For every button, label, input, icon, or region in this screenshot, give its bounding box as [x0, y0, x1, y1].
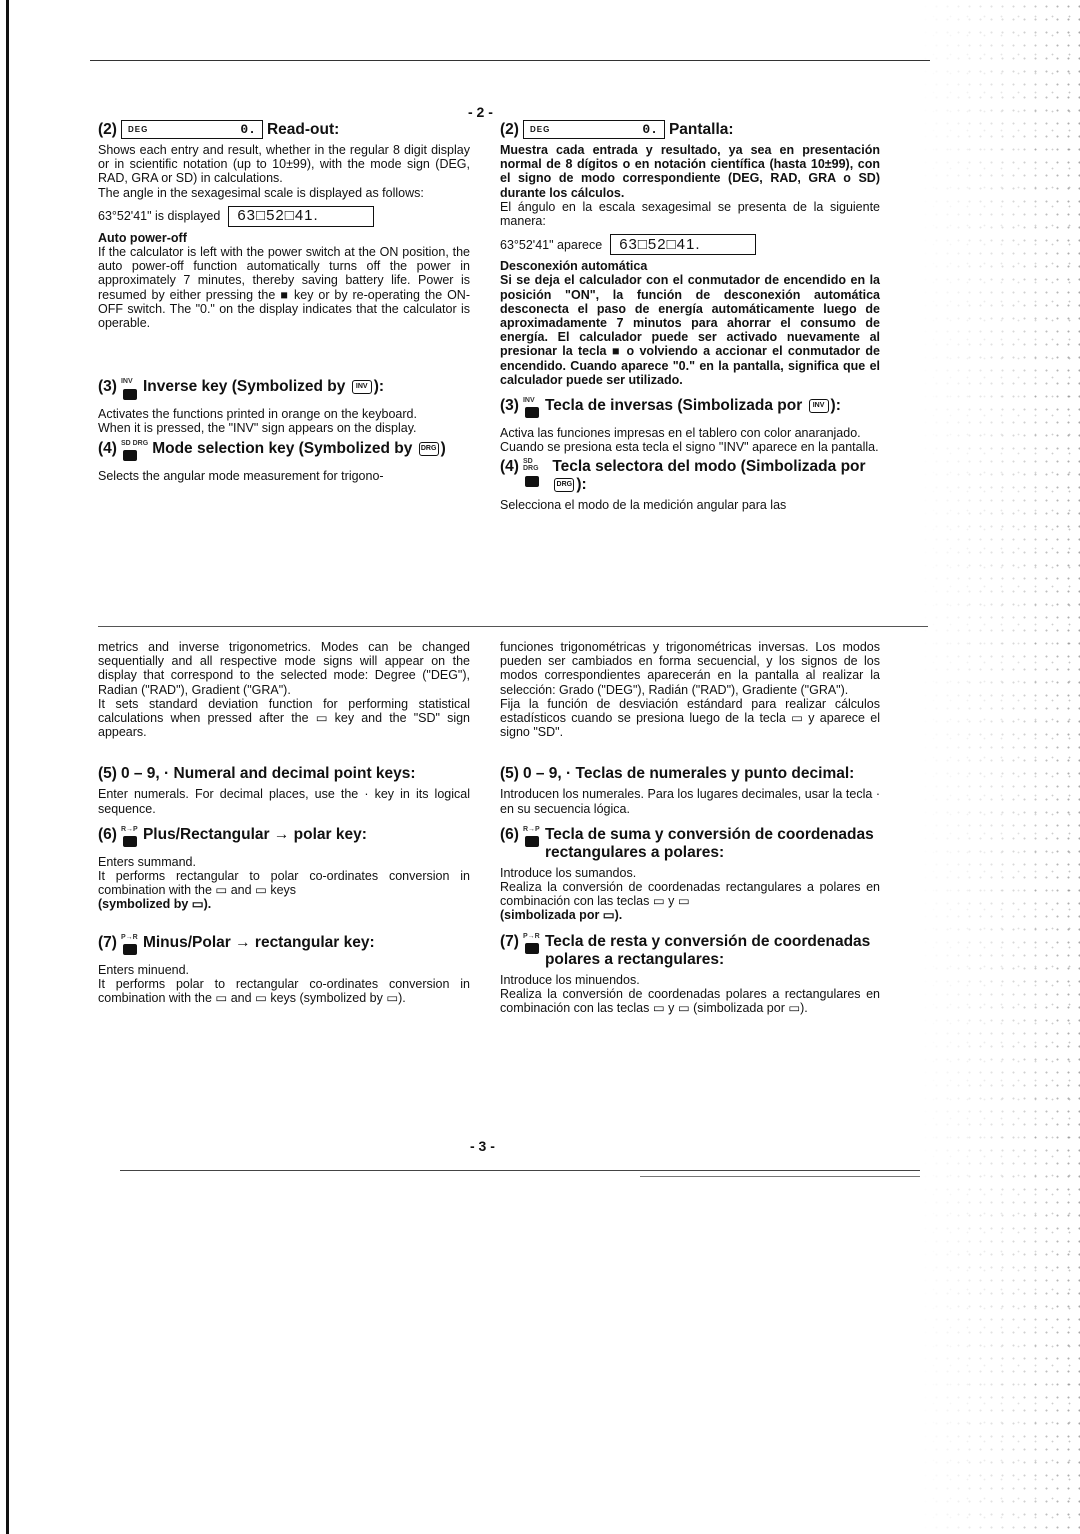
right-s7-num: (7)	[500, 932, 519, 950]
r-p-tag: R→P	[120, 825, 138, 833]
drg-key-icon: DRG	[419, 442, 439, 456]
left-s4-p1: Selects the angular mode measurement for trigono-	[98, 468, 384, 483]
left-lcd-display	[121, 120, 263, 139]
lcd-value: 0.	[642, 121, 658, 137]
inverse-key-icon	[123, 389, 137, 400]
left-column	[98, 116, 470, 483]
left-s7-title: Minus/Polar → rectangular key:	[142, 933, 375, 951]
drg-key-icon: DRG	[554, 478, 574, 492]
right-s7-heading	[500, 933, 880, 969]
right-s5-p1: Introducen los numerales. Para los lugares decimales, usar la tecla · en su secuencia lógica.	[500, 787, 880, 816]
inv-tag: INV	[120, 378, 133, 386]
right-auto-title: Desconexión automática	[500, 259, 648, 274]
left-s2-title: Read-out:	[266, 120, 340, 138]
right-s4-num: (4)	[500, 458, 519, 476]
left-s4-p3: It sets standard deviation function for performing statistical calculations when pressed after the ▭ key and the "SD" sign appears.	[98, 696, 470, 740]
left-s3-title-end: ):	[373, 378, 385, 396]
left-s7-heading	[98, 934, 470, 959]
right-s5-heading	[500, 765, 880, 783]
right-s2-p2: El ángulo en la escala sexagesimal se presenta de la siguiente manera:	[500, 199, 880, 229]
right-s6-p3: (simbolizada por ▭).	[500, 908, 623, 923]
right-auto-text: Si se deja el calculador con el conmutador de encendido en la posición "ON", la función de desconexión automática desconecta el paso de energía automáticamente luego de aproximadamente 7 minutos para ahorrar el consumo de energía. El calculador puede ser activado nuevamente al presionar la tecla ■ o volviendo a accionar el conmutador de encendido. Cuando aparece "0." en la pantalla, significa que el calculador puede ser utilizado.	[500, 273, 880, 387]
left-auto-text: If the calculator is left with the power switch at the ON position, the auto power-off function automatically turns off the power in approximately 7 minutes, thereby saving battery life. Power is resumed by either pressing the ■ key or by re-operating the ON-OFF switch. The "0." on the display indicates that the calculator is operable.	[98, 245, 470, 331]
left-s6-heading	[98, 826, 470, 851]
left-s4-p2: metrics and inverse trigonometrics. Modes can be changed sequentially and all respective mode signs will appear on the display that correspond to the selected mode: Degree ("DEG"), Radian ("RAD"), Gradient ("GRA").	[98, 640, 470, 697]
right-s3-title-end: ):	[830, 397, 841, 415]
right-s4-title: Tecla selectora del modo (Simbolizada por	[552, 458, 866, 476]
left-s4-heading	[98, 440, 470, 465]
left-s2-num: (2)	[98, 120, 117, 138]
left-s6-p3: (symbolized by ▭).	[98, 897, 212, 912]
right-s2-heading	[500, 120, 880, 139]
left-s3-heading	[98, 378, 470, 403]
right-s3-p1: Activa las funciones impresas en el tablero con color anaranjado.	[500, 426, 861, 441]
right-s2-p1: Muestra cada entrada y resultado, ya sea en presentación normal de 8 dígitos o en notación científica (hasta 10±99), con el signo de modo correspondiente (DEG, RAD, GRA o SD) durante los cálculos.	[500, 143, 880, 200]
left-column-lower	[98, 640, 470, 1005]
right-s6-p1: Introduce los sumandos.	[500, 865, 637, 880]
left-s2-p1: Shows each entry and result, whether in the regular 8 digit display or in scientific notation (up to 10±99), with the mode sign (DEG, RAD, GRA or SD) in calculations.	[98, 143, 470, 186]
right-s3-num: (3)	[500, 397, 519, 415]
inverse-key-icon	[525, 407, 539, 418]
right-s4-title-end: ):	[576, 476, 587, 494]
left-s7-p1: Enters minuend.	[98, 962, 190, 977]
right-s2-title: Pantalla:	[668, 120, 734, 138]
inv-key-icon: INV	[809, 399, 829, 413]
right-s7-p2: Realiza la conversión de coordenadas polares a rectangulares en combinación con las teclas ▭ y ▭ (simbolizada por ▭).	[500, 986, 880, 1016]
inv-key-icon: INV	[352, 380, 372, 394]
left-angle-display: 63□52□41.	[228, 206, 374, 227]
bottom-rule	[120, 1170, 920, 1171]
left-s4-title-end: )	[440, 439, 446, 457]
right-s6-num: (6)	[500, 825, 519, 843]
right-s6-title: Tecla de suma y conversión de coordenadas rectangulares a polares:	[544, 825, 874, 861]
right-s3-p2: Cuando se presiona esta tecla el signo "INV" aparece en la pantalla.	[500, 440, 879, 455]
right-s6-p2: Realiza la conversión de coordenadas rectangulares a polares en combinación con las teclas ▭ y ▭	[500, 880, 880, 909]
lcd-value: 0.	[240, 121, 256, 137]
left-s6-p2: It performs rectangular to polar co-ordinates conversion in combination with the ▭ and ▭ keys	[98, 869, 470, 898]
left-angle-label: 63°52'41" is displayed	[98, 209, 221, 224]
left-s7-num: (7)	[98, 933, 117, 951]
right-s7-p1: Introduce los minuendos.	[500, 972, 640, 987]
left-angle-row	[98, 206, 470, 227]
left-s6-title: Plus/Rectangular → polar key:	[142, 825, 367, 843]
left-s2-heading	[98, 120, 470, 139]
left-s6-num: (6)	[98, 825, 117, 843]
r-p-tag: R→P	[522, 825, 540, 833]
p-r-tag: P→R	[120, 933, 138, 941]
right-s4-p3: Fija la función de desviación estándard para realizar cálculos estadísticos cuando se presiona luego de la tecla ▭ y aparece el signo "SD".	[500, 696, 880, 740]
left-s3-p1: Activates the functions printed in orange on the keyboard.	[98, 407, 417, 422]
left-s3-p2: When it is pressed, the "INV" sign appears on the display.	[98, 421, 417, 436]
scan-speckle	[920, 0, 1080, 1534]
top-rule	[90, 60, 930, 61]
right-s2-num: (2)	[500, 120, 519, 138]
middle-rule	[98, 626, 928, 627]
left-s3-title: Inverse key (Symbolized by	[142, 378, 350, 396]
plus-key-icon	[123, 836, 137, 847]
right-s4-p1: Selecciona el modo de la medición angular para las	[500, 498, 787, 513]
inv-tag: INV	[522, 397, 535, 405]
right-angle-row	[500, 234, 880, 255]
right-s4-heading	[500, 458, 880, 494]
top-page-number: - 2 -	[468, 104, 493, 120]
left-s4-num: (4)	[98, 439, 117, 457]
right-column-lower	[500, 640, 880, 1015]
right-s4-p2: funciones trigonométricas y trigonométricas inversas. Los modos pueden ser cambiados en forma secuencial, y los signos de los modos correspondientes aparecerán en la pantalla al realizar la selección: Grado ("DEG"), Radián ("RAD"), Gradiente ("GRA").	[500, 640, 880, 697]
right-s3-heading	[500, 397, 880, 422]
sd-drg-tag: SD DRG	[120, 439, 149, 447]
left-auto-title: Auto power-off	[98, 230, 187, 245]
p-r-tag: P→R	[522, 932, 540, 940]
right-s3-title: Tecla de inversas (Simbolizada por	[544, 397, 807, 415]
right-column	[500, 116, 880, 513]
left-s2-p2: The angle in the sexagesimal scale is displayed as follows:	[98, 185, 424, 200]
sd-drg-tag: SD DRG	[522, 458, 539, 473]
left-s7-p2: It performs polar to rectangular co-ordinates conversion in combination with the ▭ and ▭ keys (symbolized by ▭).	[98, 976, 470, 1006]
left-s5-heading	[98, 765, 470, 783]
mode-key-icon	[123, 450, 137, 461]
left-s6-p1: Enters summand.	[98, 854, 196, 869]
right-angle-display: 63□52□41.	[610, 234, 756, 255]
plus-key-icon	[525, 836, 539, 847]
left-s4-title: Mode selection key (Symbolized by	[152, 439, 413, 457]
bottom-rule-2	[640, 1176, 920, 1177]
right-lcd-display	[523, 120, 665, 139]
mode-key-icon	[525, 476, 539, 487]
left-s5-num: (5)	[98, 765, 117, 783]
right-s6-heading	[500, 826, 880, 862]
right-s7-title: Tecla de resta y conversión de coordenadas polares a rectangulares:	[544, 932, 871, 968]
lcd-mode: DEG	[529, 124, 551, 134]
binding-edge	[6, 0, 9, 1534]
minus-key-icon	[525, 943, 539, 954]
right-s5-title: 0 – 9, · Teclas de numerales y punto decimal:	[522, 765, 855, 783]
left-s5-title: 0 – 9, · Numeral and decimal point keys:	[120, 765, 416, 783]
left-s3-num: (3)	[98, 378, 117, 396]
bottom-page-number: - 3 -	[470, 1138, 495, 1154]
right-angle-label: 63°52'41" aparece	[500, 237, 603, 252]
right-s5-num: (5)	[500, 765, 519, 783]
minus-key-icon	[123, 944, 137, 955]
left-s5-p1: Enter numerals. For decimal places, use the · key in its logical sequence.	[98, 787, 470, 816]
lcd-mode: DEG	[127, 124, 149, 134]
